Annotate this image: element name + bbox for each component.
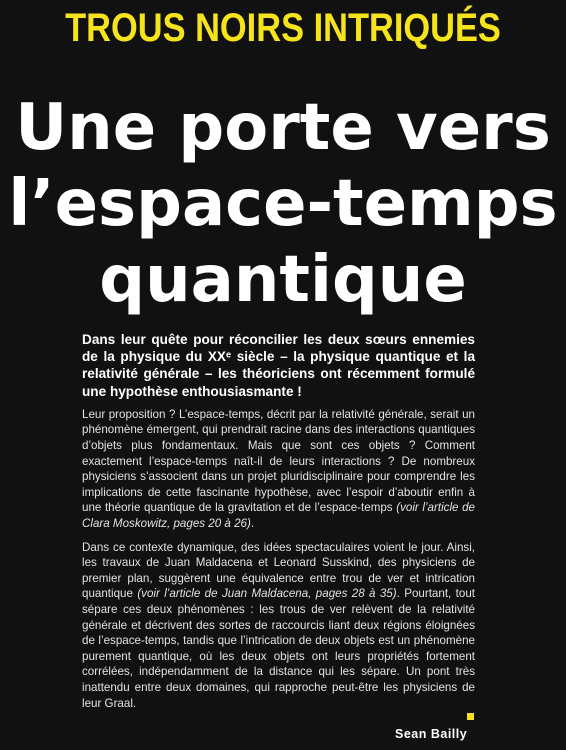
author-byline: Sean Bailly bbox=[395, 727, 468, 741]
article-body bbox=[82, 331, 475, 719]
title-line-1: Une porte vers bbox=[15, 91, 551, 165]
body-paragraph-1 bbox=[82, 407, 475, 532]
article-title bbox=[0, 90, 566, 318]
body-paragraph-2 bbox=[82, 540, 475, 712]
end-of-article-mark bbox=[467, 713, 474, 720]
title-line-2: l’espace-temps bbox=[8, 167, 558, 241]
p1-end: . bbox=[250, 516, 255, 530]
title-line-3: quantique bbox=[99, 243, 467, 317]
p2-text-b: . Pourtant, tout sépare ces deux phénomènes : les trous de ver relèvent de la relativité générale et décrivent des sortes de raccourcis liant deux régions éloignées de l’espace-temps, tandis que l’intrication de deux objets est un phénomène purement quantique, où les deux objets ont leurs propriétés fortement corrélées, indépendamment de la distance qui les sépare. Un pont très inattendu entre deux domaines, qui rapproche peut-être les physiciens de leur Graal. bbox=[82, 587, 475, 710]
lead-paragraph: Dans leur quête pour réconcilier les deux sœurs ennemies de la physique du XXᵉ siècle – la physique quantique et la relativité générale – les théoriciens ont récemment formulé une hypothèse enthousiasmante ! bbox=[82, 332, 475, 399]
p1-reference: (voir l’article de Clara Moskowitz, pages 20 à 26) bbox=[82, 501, 475, 530]
section-kicker: TROUS NOIRS INTRIQUÉS bbox=[65, 6, 501, 50]
p2-text-a: Dans ce contexte dynamique, des idées spectaculaires voient le jour. Ainsi, les travaux de Juan Maldacena et Leonard Susskind, des physiciens de premier plan, suggèrent une équivalence entre trou de ver et intrication quantique bbox=[82, 540, 475, 601]
p2-reference: (voir l’article de Juan Maldacena, pages 28 à 35) bbox=[137, 587, 397, 601]
p1-text: Leur proposition ? L’espace-temps, décrit par la relativité générale, serait un phénomène émergent, qui prendrait racine dans des interactions quantiques d’objets plus fondamentaux. Mais que sont ces objets ? Comment exactement l’espace-temps naît-il de leurs interactions ? De nombreux physiciens s’associent dans un projet pluridisciplinaire pour comprendre les implications de cette fascinante hypothèse, avec l’espoir d’aboutir enfin à une théorie quantique de la gravitation et de l’espace-temps bbox=[82, 407, 475, 515]
